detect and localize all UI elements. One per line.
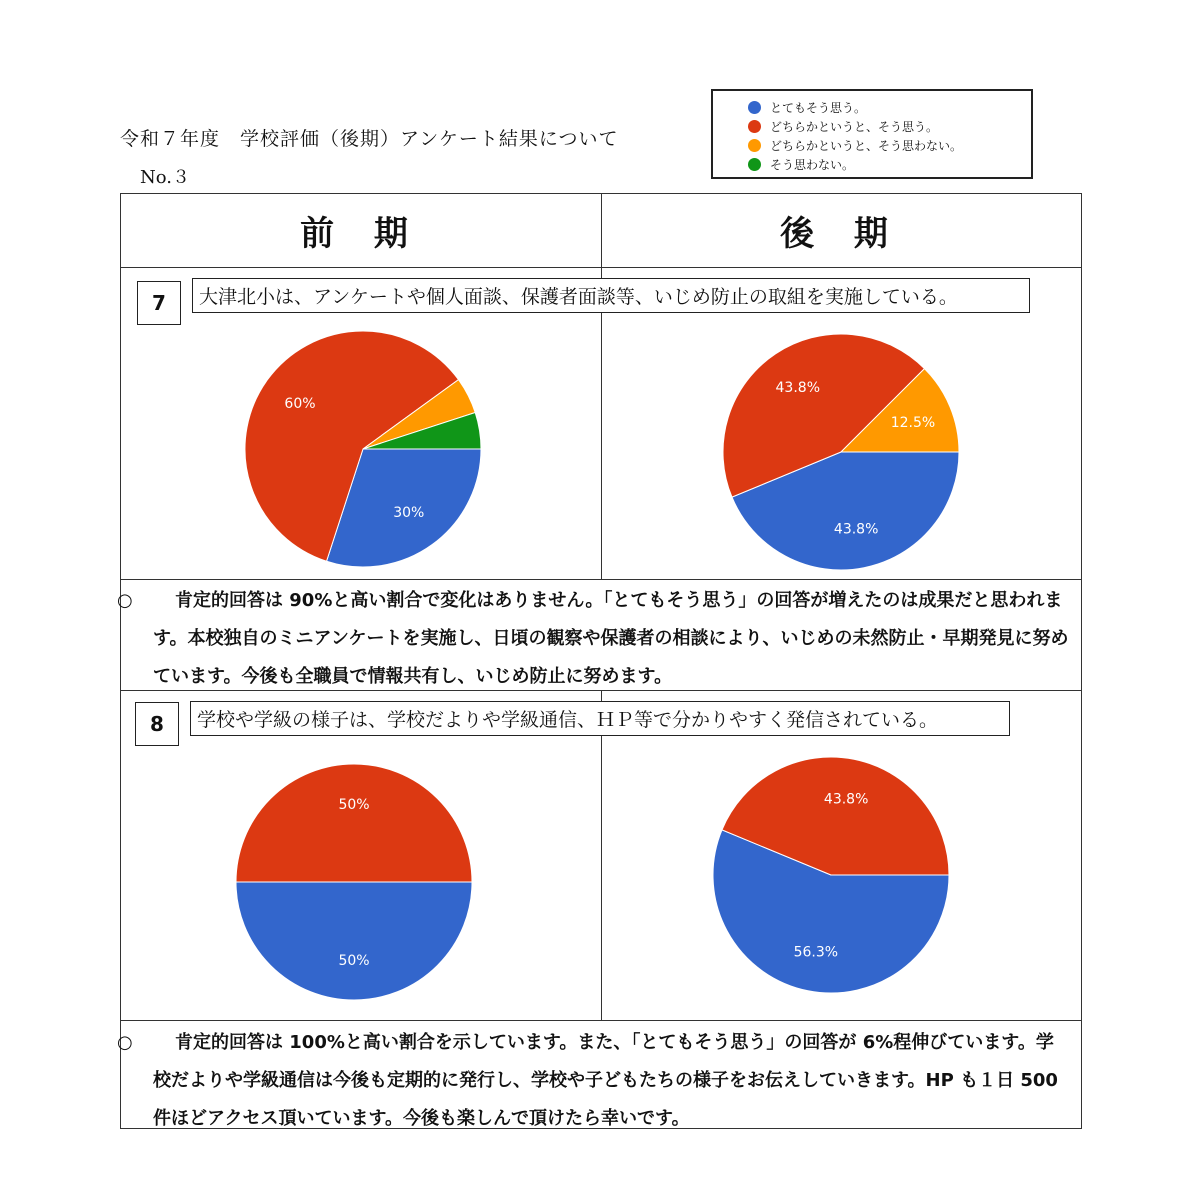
legend-label: そう思わない。 <box>770 158 855 172</box>
results-table <box>117 193 1082 1129</box>
pie-data-label: 60% <box>284 396 316 413</box>
legend-color-dot <box>748 158 761 171</box>
comment-bullet: ○ <box>117 590 133 611</box>
pie-data-label: 30% <box>393 505 425 522</box>
question-number: 7 <box>137 281 181 325</box>
comment-text: 肯定的回答は 100%と高い割合を示しています。また、「とてもそう思う」の回答が 6%程伸びています。学校だよりや学級通信は今後も定期的に発行し、学校や子どもたちの様子をお伝えしていきます。HP も１日 500 件ほどアクセス頂いています。今後も楽しんで頂けたら幸いです。 <box>153 1032 1058 1129</box>
document-number: No.３ <box>140 167 190 188</box>
question-number: 8 <box>135 702 179 746</box>
legend-label: とてもそう思う。 <box>770 101 867 115</box>
column-header-second-half: 後 期 <box>780 214 902 254</box>
pie-chart-q8-second-half <box>713 757 953 997</box>
question-text: 学校や学級の様子は、学校だよりや学級通信、ＨＰ等で分かりやすく発信されている。 <box>190 701 1010 736</box>
pie-slice-1 <box>236 882 472 1000</box>
chart-legend <box>711 89 1033 179</box>
pie-data-label: 56.3% <box>793 944 839 961</box>
pie-data-label: 50% <box>338 797 370 814</box>
pie-data-label: 43.8% <box>775 380 821 397</box>
column-divider <box>601 690 602 1020</box>
legend-color-dot <box>748 120 761 133</box>
pie-data-label: 43.8% <box>823 791 869 808</box>
legend-color-dot <box>748 101 761 114</box>
pie-data-label: 50% <box>338 952 370 969</box>
column-header-first-half: 前 期 <box>300 214 422 254</box>
table-divider <box>121 1020 1081 1021</box>
comment-q7 <box>117 582 1070 696</box>
legend-item-very-agree <box>748 98 1031 117</box>
pie-data-label: 12.5% <box>890 415 936 432</box>
legend-label: どちらかというと、そう思わない。 <box>770 139 963 153</box>
legend-item-disagree <box>748 155 1031 174</box>
column-divider <box>601 267 602 579</box>
comment-text: 肯定的回答は 90%と高い割合で変化はありません。「とてもそう思う」の回答が増えたのは成果だと思われます。本校独自のミニアンケートを実施し、日頃の観察や保護者の相談により、いじめの未然防止・早期発見に努めています。今後も全職員で情報共有し、いじめ防止に努めます。 <box>153 590 1069 687</box>
table-divider <box>121 579 1081 580</box>
pie-slice-2 <box>236 764 472 882</box>
pie-chart-q8-first-half <box>236 764 476 1004</box>
comment-q8 <box>117 1024 1070 1138</box>
page-title: 令和７年度 学校評価（後期）アンケート結果について <box>120 128 619 150</box>
question-text: 大津北小は、アンケートや個人面談、保護者面談等、いじめ防止の取組を実施している。 <box>192 278 1030 313</box>
pie-data-label: 43.8% <box>833 521 879 538</box>
comment-bullet: ○ <box>117 1032 133 1053</box>
legend-item-somewhat-disagree <box>748 136 1031 155</box>
pie-chart-q7-first-half <box>243 329 483 569</box>
legend-item-somewhat-agree <box>748 117 1031 136</box>
legend-label: どちらかというと、そう思う。 <box>770 120 939 134</box>
pie-chart-q7-second-half <box>721 332 961 572</box>
legend-color-dot <box>748 139 761 152</box>
